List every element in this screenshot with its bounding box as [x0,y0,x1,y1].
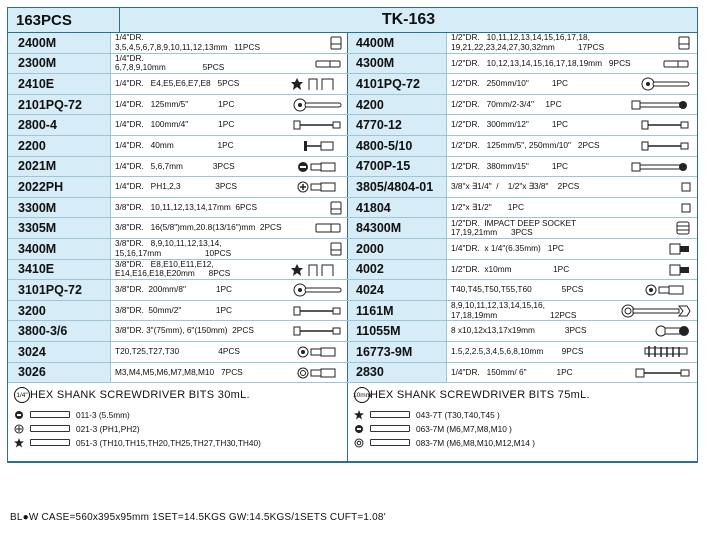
part-code: 3101PQ-72 [8,280,111,300]
part-description-text: 3/8"DR. E8,E10,E11,E12, E14,E16,E18,E20mm 8PCS [115,258,231,279]
part-description-text: 3/8"x ∃1/4" / 1/2"x ∃3/8" 2PCS [451,181,580,192]
part-code: 3305M [8,218,111,238]
bit-item-text: 011-3 (5.5mm) [76,409,130,420]
socket-icon [677,36,691,50]
table-row [8,342,697,363]
part-description-text: 1/2"DR. 70mm/2-3/4" 1PC [451,98,562,109]
part-description [111,260,347,280]
part-description-text: 3/8"DR. 10,11,12,13,14,17mm 6PCS [115,201,258,212]
part-code: 2830 [347,363,447,383]
torx-bit-socket-icon [297,345,343,359]
part-description-text: 1/2"DR. 125mm/5", 250mm/10" 2PCS [451,140,600,151]
part-description-text: 1/4"DR. 5,6,7mm 3PCS [115,160,235,171]
part-description-text: 1/2"x ∃1/2" 1PC [451,201,524,212]
part-description [447,177,697,197]
parts-table [8,33,697,383]
table-row [8,74,697,95]
table-row [8,157,697,178]
part-description-text: 1/2"DR. 300mm/12" 1PC [451,119,569,130]
bit-item [354,409,500,420]
deep-socket-icon [315,57,343,71]
bit-shank-icon [30,439,70,446]
part-code: 3410E [8,260,111,280]
part-description-text: 1/4"DR. 125mm/5" 1PC [115,98,235,109]
part-description [447,74,697,94]
table-row [8,33,697,54]
part-description [447,33,697,53]
socket-icon [329,36,343,50]
part-description-text: 1/4"DR. x 1/4"(6.35mm) 1PC [451,242,564,253]
part-description-text: 8,9,10,11,12,13,14,15,16, 17,18,19mm 12PCS [451,300,577,320]
extension-bar-icon [641,118,691,132]
part-code: 41804 [347,198,447,218]
table-row [8,301,697,322]
part-description [111,177,347,197]
table-row [8,95,697,116]
hex-bit-socket-icon [297,160,343,174]
part-description [111,95,347,115]
part-code: 2800-4 [8,115,111,135]
header-row [8,8,697,33]
impact-socket-icon [675,221,691,235]
part-code: 4101PQ-72 [347,74,447,94]
deep-socket-icon [663,57,691,71]
part-description-text: 1/4"DR. 100mm/4" 1PC [115,119,235,130]
part-code: 4002 [347,260,447,280]
spline-bit-icon [354,438,364,448]
part-code: 2021M [8,157,111,177]
bit-item [14,409,130,420]
part-code: 2400M [8,33,111,53]
hex-bit-icon [14,410,24,420]
part-description-text: 1/4"DR. E4,E5,E6,E7,E8 5PCS [115,78,240,89]
bit-adapter-icon [669,242,691,256]
part-description-text: 1/2"DR. 10,11,12,13,14,15,16,17,18, 19,21,22,23,24,27,30,32mm 17PCS [451,32,605,52]
bit-shank-icon [370,411,410,418]
table-row [8,218,697,239]
table-row [8,280,697,301]
part-code: 2200 [8,136,111,156]
part-description [111,74,347,94]
bit-item [14,423,140,434]
part-description [111,321,347,341]
part-code: 3805/4804-01 [347,177,447,197]
part-description [447,136,697,156]
bit-adapter-icon [669,263,691,277]
drive-badge: 10mm [354,387,370,403]
torx-bit-socket-icon [645,283,691,297]
table-row [8,177,697,198]
part-description [447,239,697,259]
ratchet-icon [293,98,343,112]
part-description-text: M3,M4,M5,M6,M7,M8,M10 7PCS [115,366,243,377]
part-description-text: T40,T45,T50,T55,T60 5PCS [451,284,584,295]
part-description-text: 1.5,2,2.5,3,4,5,6,8,10mm 9PCS [451,345,584,356]
part-description [111,239,347,259]
extension-bar-icon [293,118,343,132]
part-description [111,157,347,177]
flex-extension-icon [635,366,691,380]
bit-shank-icon [30,425,70,432]
extension-bar-icon [641,139,691,153]
part-code: 1161M [347,301,447,321]
part-description-text: 1/2"DR. 380mm/15" 1PC [451,160,569,171]
extension-bar-icon [293,304,343,318]
bit-item-text: 021-3 (PH1,PH2) [76,423,140,434]
part-code: 3300M [8,198,111,218]
part-code: 4700P-15 [347,157,447,177]
part-code: 4200 [347,95,447,115]
bits-right-column [348,383,697,461]
table-row [8,136,697,157]
ratchet-icon [293,283,343,297]
torx-socket-icon [291,77,343,91]
phillips-bit-icon [14,424,24,434]
part-code: 3026 [8,363,111,383]
extension-bar-icon [293,324,343,338]
part-description [447,342,697,362]
table-row [8,321,697,342]
bits-title: HEX SHANK SCREWDRIVER BITS 75mL. [370,389,590,402]
table-row [8,239,697,260]
part-description [111,363,347,383]
model-title: TK-163 [381,11,436,28]
part-description-text: 8 x10,12x13,17x19mm 3PCS [451,325,587,336]
table-row [8,260,697,281]
t-handle-icon [303,139,343,153]
breaker-bar-icon [631,98,691,112]
part-description [447,260,697,280]
adapter-icon [681,180,691,194]
spline-bit-socket-icon [297,366,343,380]
part-code: 4300M [347,54,447,74]
part-code: 2101PQ-72 [8,95,111,115]
part-code: 2022PH [8,177,111,197]
part-description [111,33,347,53]
part-description-text: 3/8"DR. 200mm/8" 1PC [115,284,233,295]
bit-item [14,437,261,448]
part-code: 4800-5/10 [347,136,447,156]
part-description [111,54,347,74]
part-description [111,301,347,321]
part-description [111,198,347,218]
total-pieces: 163PCS [8,8,120,32]
adapter-icon [681,201,691,215]
part-description [447,321,697,341]
part-description [447,157,697,177]
phillips-bit-socket-icon [297,180,343,194]
part-code: 16773-9M [347,342,447,362]
hex-bit-icon [354,424,364,434]
ratchet-wrench-icon [655,324,691,338]
part-description-text: 1/4"DR. PH1,2,3 3PCS [115,181,237,192]
part-code: 4400M [347,33,447,53]
part-code: 4770-12 [347,115,447,135]
part-description [111,136,347,156]
part-description-text: 1/2"DR. 10,12,13,14,15,16,17,18,19mm 9PCS [451,57,631,68]
part-description-text: 1/4"DR. 40mm 1PC [115,140,234,151]
torx-bit-icon [354,410,364,420]
part-description [447,363,697,383]
bits-title: HEX SHANK SCREWDRIVER BITS 30mL. [30,389,250,402]
part-description-text: 1/2"DR. 250mm/10" 1PC [451,78,569,89]
part-description-text: 3/8"DR. 50mm/2" 1PC [115,304,233,315]
bit-item-text: 051-3 (TH10,TH15,TH20,TH25,TH27,TH30,TH40) [76,437,261,448]
bit-shank-icon [370,439,410,446]
part-description [447,115,697,135]
part-description [447,54,697,74]
table-row [8,54,697,75]
torx-socket-icon [291,263,343,277]
bit-shank-icon [30,411,70,418]
bit-item-text: 063-7M (M6,M7,M8,M10 ) [416,423,512,434]
bit-item [354,423,512,434]
part-code: 3800-3/6 [8,321,111,341]
bit-item [354,437,535,448]
bit-item-text: 083-7M (M6,M8,M10,M12,M14 ) [416,437,535,448]
tool-set-spec-sheet [7,7,698,463]
bits-section [8,383,697,462]
part-code: 11055M [347,321,447,341]
part-code: 84300M [347,218,447,238]
part-description [111,115,347,135]
part-description-text: 1/2"DR. x10mm 1PC [451,263,570,274]
part-description [447,280,697,300]
part-description-text: T20,T25,T27,T30 4PCS [115,345,240,356]
part-description-text: 3/8"DR. 16(5/8")mm,20.8(13/16")mm 2PCS [115,222,282,233]
spark-plug-socket-icon [315,221,343,235]
part-description-text: 1/4"DR. 150mm/ 6" 1PC [451,366,573,377]
part-description [111,280,347,300]
part-code: 4024 [347,280,447,300]
table-row [8,115,697,136]
table-row [8,363,697,384]
socket-icon [329,242,343,256]
combination-wrench-icon [621,304,691,318]
hex-key-set-icon [643,345,691,359]
ratchet-icon [641,77,691,91]
part-code: 3400M [8,239,111,259]
part-description-text: 3/8"DR. 3"(75mm), 6"(150mm) 2PCS [115,325,254,336]
part-code: 3024 [8,342,111,362]
bits-left-column [8,383,348,461]
part-description [447,198,697,218]
part-description [447,301,697,321]
table-row [8,198,697,219]
torx-bit-icon [14,438,24,448]
part-description-text: 3/8"DR. 8,9,10,11,12,13,14, 15,16,17mm 10PCS [115,238,232,258]
part-description [447,95,697,115]
part-code: 2410E [8,74,111,94]
part-code: 2000 [347,239,447,259]
part-description [111,218,347,238]
part-description-text: 1/4"DR. 6,7,8,9,10mm 5PCS [115,52,225,73]
drive-badge: 1/4" [14,387,30,403]
bit-shank-icon [370,425,410,432]
packing-info: BL●W CASE=560x395x95mm 1SET=14.5KGS GW:14.5KGS/1SETS CUFT=1.08' [10,512,386,523]
bit-item-text: 043-7T (T30,T40,T45 ) [416,409,500,420]
part-code: 2300M [8,54,111,74]
part-description-text: 1/2"DR. IMPACT DEEP SOCKET 17,19,21mm 3PCS [451,217,577,238]
breaker-bar-icon [631,160,691,174]
part-description-text: 1/4"DR. 3,5,4,5,6,7,8,9,10,11,12,13mm 11PCS [115,32,260,52]
part-code: 3200 [8,301,111,321]
socket-icon [329,201,343,215]
part-description [447,218,697,238]
part-description [111,342,347,362]
